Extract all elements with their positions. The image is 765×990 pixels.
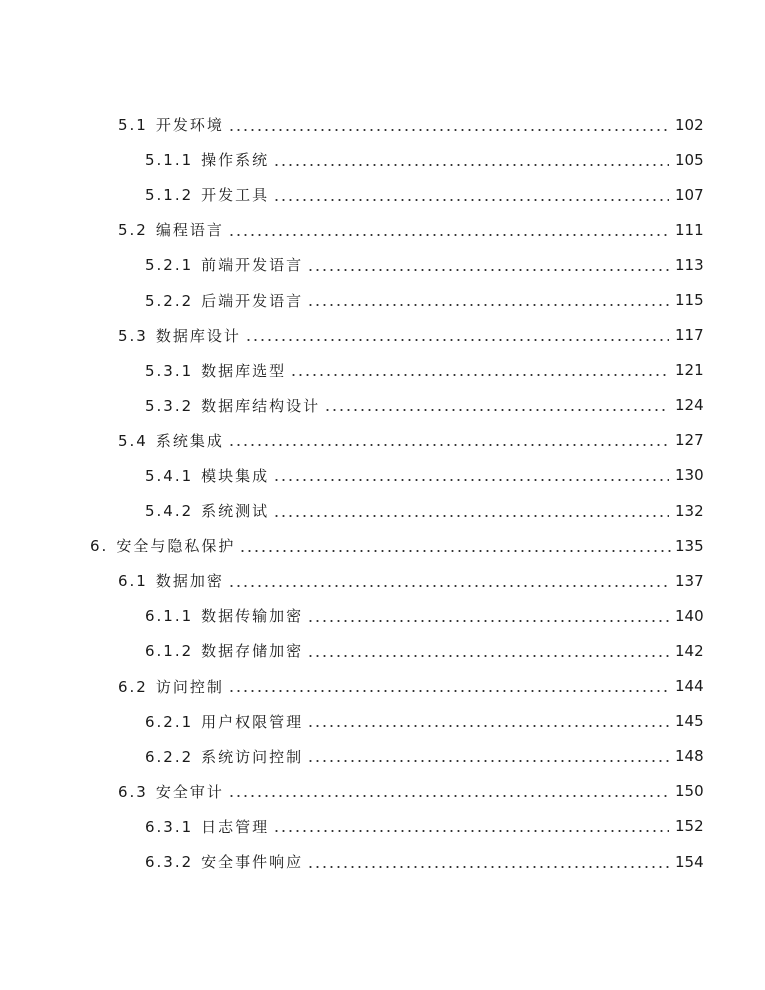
toc-entry[interactable] [0,528,765,563]
toc-entry-title [145,816,269,837]
toc-page-number: 102 [675,115,704,134]
toc-entry-title [118,676,224,697]
toc-entry[interactable] [0,493,765,528]
dot-leader [307,760,669,762]
dot-leader [273,830,669,832]
toc-section-number: 6. [90,537,109,556]
toc-entry-title [118,781,224,802]
toc-page-number: 117 [675,326,704,345]
toc-section-number: 5.4 [118,431,148,450]
toc-entry[interactable] [0,809,765,844]
toc-entry-title [118,570,224,591]
dot-leader [228,690,669,692]
toc-section-number: 5.1 [118,116,148,135]
dot-leader [228,795,669,797]
toc-section-title: 系统集成 [155,431,224,450]
dot-leader [307,304,669,306]
toc-section-title: 安全事件响应 [201,853,304,872]
toc-entry[interactable] [0,282,765,317]
dot-leader [307,269,669,271]
toc-page-number: 121 [675,361,704,380]
toc-page-number: 148 [675,747,704,766]
toc-entry[interactable] [0,107,765,142]
toc-page-number: 150 [675,782,704,801]
dot-leader [273,164,669,166]
toc-section-number: 5.1.1 [145,151,194,170]
toc-page-number: 113 [675,255,704,274]
toc-entry[interactable] [0,423,765,458]
toc-section-title: 操作系统 [201,151,270,170]
dot-leader [273,515,669,517]
toc-section-title: 安全与隐私保护 [116,537,236,556]
toc-page-number: 107 [675,185,704,204]
toc-entry-title [145,184,269,205]
toc-section-number: 5.4.2 [145,502,194,521]
toc-entry-title [145,640,303,661]
toc-entry[interactable] [0,318,765,353]
toc-entry[interactable] [0,669,765,704]
toc-entry-title [145,851,303,872]
toc-section-number: 5.4.1 [145,466,194,485]
dot-leader [273,479,669,481]
toc-page-number: 144 [675,677,704,696]
toc-section-title: 后端开发语言 [201,291,304,310]
toc-entry-title [145,290,303,311]
toc-entry[interactable] [0,458,765,493]
toc-entry-title [145,711,303,732]
dot-leader [228,444,669,446]
toc-page-number: 145 [675,712,704,731]
toc-entry[interactable] [0,774,765,809]
toc-page-number: 140 [675,606,704,625]
toc-page-number: 137 [675,571,704,590]
toc-section-title: 日志管理 [201,817,270,836]
toc-section-title: 数据库设计 [155,326,241,345]
toc-section-title: 数据加密 [155,572,224,591]
dot-leader [228,234,669,236]
toc-page-number: 105 [675,150,704,169]
toc-entry-title [145,605,303,626]
toc-section-title: 模块集成 [201,466,270,485]
toc-entry[interactable] [0,388,765,423]
toc-section-title: 系统测试 [201,502,270,521]
table-of-contents [0,107,765,879]
dot-leader [245,339,669,341]
dot-leader [307,655,669,657]
toc-section-title: 用户权限管理 [201,712,304,731]
toc-entry[interactable] [0,739,765,774]
toc-entry-title [118,325,241,346]
toc-entry-title [145,746,303,767]
toc-section-number: 6.3 [118,782,148,801]
toc-entry[interactable] [0,212,765,247]
toc-section-title: 数据存储加密 [201,642,304,661]
toc-page-number: 130 [675,466,704,485]
toc-section-number: 5.3 [118,326,148,345]
toc-section-number: 5.2.1 [145,256,194,275]
toc-section-number: 5.3.2 [145,396,194,415]
toc-page-number: 127 [675,431,704,450]
dot-leader [228,585,669,587]
toc-page-number: 152 [675,817,704,836]
toc-entry[interactable] [0,844,765,879]
toc-entry[interactable] [0,142,765,177]
toc-section-number: 5.1.2 [145,186,194,205]
toc-section-title: 编程语言 [155,221,224,240]
toc-entry[interactable] [0,247,765,282]
dot-leader [324,409,669,411]
toc-page-number: 154 [675,852,704,871]
toc-page-number: 115 [675,291,704,310]
toc-entry[interactable] [0,563,765,598]
toc-section-title: 开发工具 [201,186,270,205]
dot-leader [273,199,669,201]
dot-leader [307,866,669,868]
toc-section-title: 开发环境 [155,116,224,135]
toc-section-number: 6.2.1 [145,712,194,731]
toc-entry-title [145,395,320,416]
toc-page-number: 132 [675,501,704,520]
toc-section-title: 数据库结构设计 [201,396,321,415]
toc-page-number: 111 [675,220,704,239]
toc-entry-title [145,465,269,486]
dot-leader [228,129,669,131]
toc-section-title: 前端开发语言 [201,256,304,275]
toc-entry-title [118,219,224,240]
toc-section-number: 6.2.2 [145,747,194,766]
toc-entry-title [145,360,286,381]
toc-section-number: 5.2 [118,221,148,240]
toc-section-number: 6.1.2 [145,642,194,661]
toc-entry[interactable] [0,704,765,739]
toc-section-title: 访问控制 [155,677,224,696]
toc-entry-title [145,149,269,170]
toc-section-title: 系统访问控制 [201,747,304,766]
dot-leader [307,620,669,622]
toc-section-number: 6.3.1 [145,817,194,836]
toc-section-title: 安全审计 [155,782,224,801]
toc-page-number: 124 [675,396,704,415]
toc-section-number: 6.1 [118,572,148,591]
toc-page-number: 135 [675,536,704,555]
toc-entry-title [90,535,235,556]
toc-entry[interactable] [0,598,765,633]
dot-leader [290,374,669,376]
toc-entry-title [145,500,269,521]
toc-entry-title [145,254,303,275]
dot-leader [307,725,669,727]
toc-entry[interactable] [0,353,765,388]
toc-section-number: 5.2.2 [145,291,194,310]
toc-entry-title [118,430,224,451]
dot-leader [239,550,673,552]
toc-entry-title [118,114,224,135]
toc-entry[interactable] [0,177,765,212]
toc-section-number: 6.1.1 [145,607,194,626]
toc-section-title: 数据传输加密 [201,607,304,626]
toc-section-number: 6.3.2 [145,853,194,872]
toc-entry[interactable] [0,633,765,668]
toc-section-number: 6.2 [118,677,148,696]
toc-section-number: 5.3.1 [145,361,194,380]
toc-section-title: 数据库选型 [201,361,287,380]
toc-page-number: 142 [675,641,704,660]
